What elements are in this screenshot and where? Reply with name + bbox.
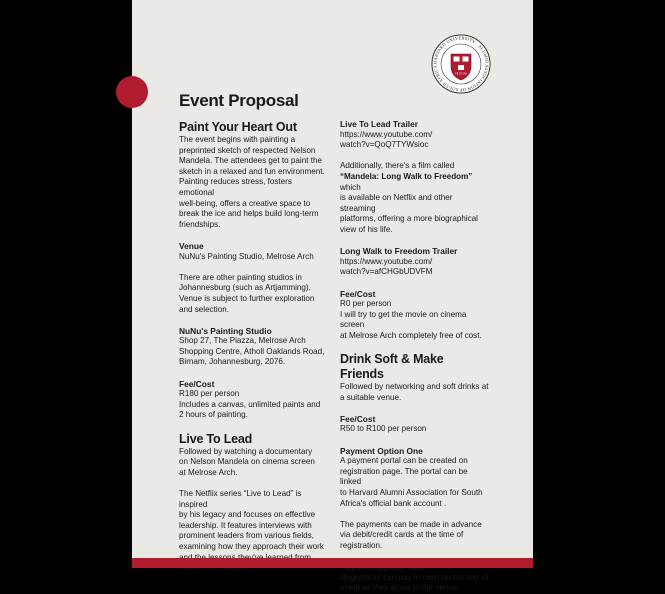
harvard-seal-logo [431,34,491,94]
trailer1-label: Live To Lead Trailer [340,119,419,129]
section-heading-live-to-lead: Live To Lead [179,431,253,446]
trailer2-label: Long Walk to Freedom Trailer [340,246,458,257]
live-to-lead-intro: Followed by watching a documentary on Nelson Mandela on cinema screen at Melrose Arch. [179,446,315,477]
venue-note: There are other painting studios in Johannesburg (such as Artjamming). Venue is subject to further exploration and selection. [179,272,315,314]
studio-label: NuNu's Painting Studio [179,325,272,336]
drink-soft-description: Followed by networking and soft drinks at a suitable venue. [340,382,489,402]
live-to-lead-description: The Netflix series “Live to Lead” is inspired by his legacy and focuses on effective leadership. It features interviews with prominent leaders from various fields, examining how they approach their work [179,489,324,551]
film-description: Additionally, there's a film called “Mandela: Long Walk to Freedom” which is available on Netflix and other streaming platforms, offering a more biographical view of his life. [340,161,478,234]
document-page [132,0,533,593]
page-title: Event Proposal [179,91,299,110]
fee-label: Fee/Cost [340,288,376,299]
svg-text:HARVARD UNIVERSITY · ALUMNI AS: HARVARD UNIVERSITY · ALUMNI ASSOCIATION OF SOUTH AFRICA [432,35,490,93]
studio-address: Shop 27, The Piazza, Melrose Arch Shopping Centre, Atholl Oaklands Road, Birnam, Johannesburg, 2076. [179,336,325,367]
payment-option-two-text: Registrants can pay in cash on the day of event as they arrive to the venue. [340,572,489,593]
trailer1-link[interactable]: https://www.youtube.com/ watch?v=QoQ7TYWsioc [340,129,433,150]
right-column [340,119,490,594]
payment-option-one-label: Payment Option One [340,445,423,456]
red-accent-circle [116,76,148,108]
fee-label: Fee/Cost [179,378,215,389]
film-title: “Mandela: Long Walk to Freedom” [340,171,473,181]
venue-label: Venue [179,240,204,251]
trailer2-link[interactable]: https://www.youtube.com/ watch?v=afCHGbUDVFM [340,256,433,277]
payment-option-one-note: The payments can be made in advance via debit/credit cards at the time of registration. [340,519,482,550]
section-heading-drink-soft: Drink Soft & Make Friends [340,352,444,382]
paint-description: The event begins with painting a preprinted sketch of respected Nelson Mandela. The attendees get to paint the sketch in a relaxed and fun environment. Painting reduces stress, fosters emotional well-being, offers a creative space to break the ice and helps build long-term friendships. [179,135,325,229]
svg-text:VE RI TAS: VE RI TAS [455,72,467,76]
left-column [179,120,329,574]
payment-option-one-text: A payment portal can be created on registration page. The portal can be linked to Harvard Alumni Association for South Africa's official bank account . [340,456,483,508]
section-heading-paint: Paint Your Heart Out [179,120,297,134]
fee-details: R180 per person Includes a canvas, unlimited paints and 2 hours of painting. [179,389,321,420]
venue-value: NuNu's Painting Studio, Melrose Arch [179,251,314,261]
bottom-accent-bar [132,558,533,568]
fee-details: R0 per person I will try to get the movie on cinema screen at Melrose Arch completely free of cost. [340,299,482,340]
fee2-value: R50 to R100 per person [340,424,427,434]
fee2-label: Fee/Cost [340,413,376,424]
